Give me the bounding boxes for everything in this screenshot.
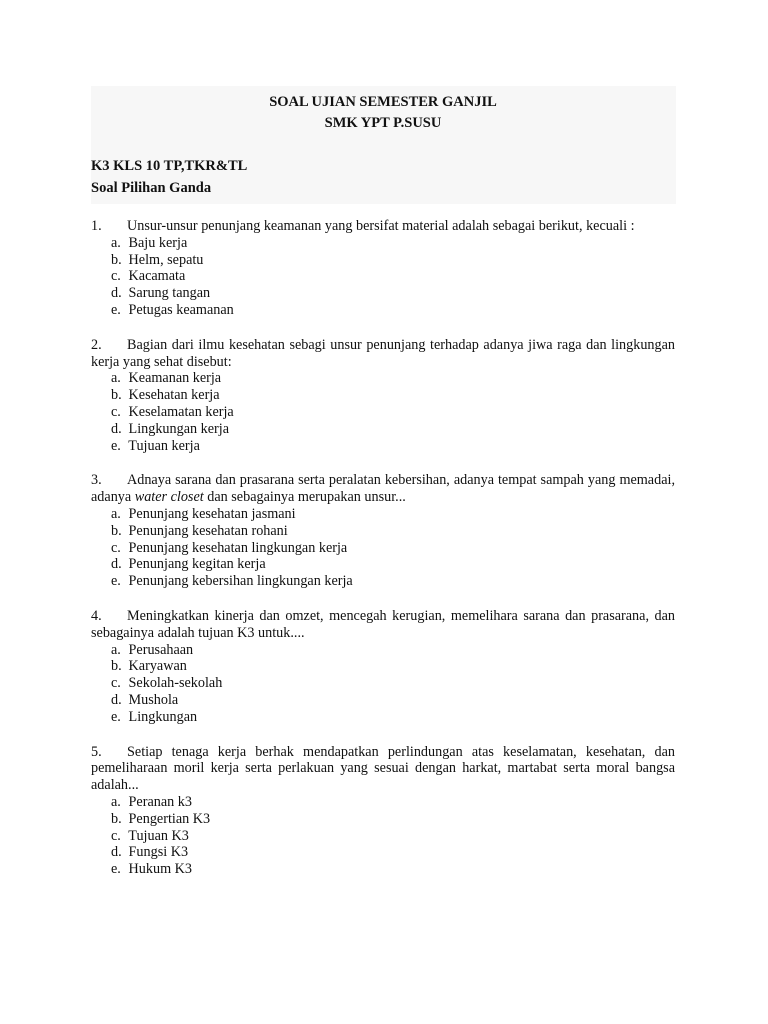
question-text xyxy=(91,472,675,506)
option-text: Baju kerja xyxy=(128,234,188,251)
option-text: Penunjang kesehatan lingkungan kerja xyxy=(128,539,348,556)
option-item xyxy=(111,438,675,455)
option-letter: a. xyxy=(111,370,121,387)
option-text: Kacamata xyxy=(128,268,186,285)
option-text: Lingkungan kerja xyxy=(128,420,230,437)
option-letter: c. xyxy=(111,827,121,844)
question-text xyxy=(91,744,675,794)
question-number: 2. xyxy=(91,336,102,353)
option-item xyxy=(111,844,675,861)
option-text: Sekolah-sekolah xyxy=(128,675,223,692)
option-item xyxy=(111,540,675,557)
option-item xyxy=(111,302,675,319)
option-letter: b. xyxy=(111,658,122,675)
question-body: Setiap tenaga kerja berhak mendapatkan perlindungan atas keselamatan, kesehatan, dan pemeliharaan moril kerja serta perlakuan yang sesuai dengan harkat, martabat serta moral bangsa adalah... xyxy=(91,743,675,794)
class-line: K3 KLS 10 TP,TKR&TL xyxy=(91,158,248,174)
option-text: Lingkungan xyxy=(128,708,198,725)
option-letter: b. xyxy=(111,810,122,827)
option-text: Mushola xyxy=(128,691,179,708)
section-line: Soal Pilihan Ganda xyxy=(91,180,212,196)
option-list xyxy=(91,235,675,319)
option-letter: c. xyxy=(111,268,121,285)
question-number: 3. xyxy=(91,472,102,489)
question-3 xyxy=(91,472,675,590)
option-letter: c. xyxy=(111,539,121,556)
option-letter: d. xyxy=(111,844,122,861)
option-letter: e. xyxy=(111,301,121,318)
option-text: Sarung tangan xyxy=(128,285,211,302)
question-body-start: Adnaya sarana dan prasarana serta peralatan kebersihan, adanya tempat sampah yang memadai, adanya xyxy=(91,472,675,506)
option-letter: a. xyxy=(111,505,121,522)
school-name: SMK YPT P.SUSU xyxy=(324,115,442,131)
question-number: 4. xyxy=(91,607,102,624)
option-text: Penunjang kebersihan lingkungan kerja xyxy=(128,573,353,590)
option-text: Peranan k3 xyxy=(128,793,192,810)
option-item xyxy=(111,370,675,387)
option-item xyxy=(111,556,675,573)
option-letter: c. xyxy=(111,675,121,692)
option-item xyxy=(111,285,675,302)
document-content xyxy=(91,92,675,878)
option-text: Penunjang kesehatan jasmani xyxy=(128,505,296,522)
option-text: Penunjang kegitan kerja xyxy=(128,556,266,573)
question-body: Unsur-unsur penunjang keamanan yang bersifat material adalah sebagai berikut, kecuali : xyxy=(127,218,635,234)
option-item xyxy=(111,794,675,811)
option-item xyxy=(111,675,675,692)
option-item xyxy=(111,421,675,438)
option-item xyxy=(111,828,675,845)
option-letter: b. xyxy=(111,251,122,268)
option-letter: d. xyxy=(111,691,122,708)
question-body: Meningkatkan kinerja dan omzet, mencegah kerugian, memelihara sarana dan prasarana, dan sebagainya adalah tujuan K3 untuk.... xyxy=(91,607,675,641)
option-text: Tujuan K3 xyxy=(128,827,189,844)
exam-title: SOAL UJIAN SEMESTER GANJIL xyxy=(269,94,497,110)
option-item xyxy=(111,573,675,590)
option-item xyxy=(111,523,675,540)
option-letter: a. xyxy=(111,793,121,810)
option-item xyxy=(111,506,675,523)
option-item xyxy=(111,387,675,404)
question-5 xyxy=(91,744,675,878)
option-list xyxy=(91,370,675,454)
question-4 xyxy=(91,608,675,726)
option-item xyxy=(111,235,675,252)
option-list xyxy=(91,506,675,590)
option-item xyxy=(111,692,675,709)
option-text: Petugas keamanan xyxy=(128,301,234,318)
question-2 xyxy=(91,337,675,455)
option-letter: a. xyxy=(111,641,121,658)
option-text: Hukum K3 xyxy=(128,861,192,878)
option-text: Fungsi K3 xyxy=(128,844,189,861)
question-text xyxy=(91,608,675,642)
option-letter: e. xyxy=(111,437,121,454)
option-letter: b. xyxy=(111,387,122,404)
exam-subinfo xyxy=(91,155,675,199)
option-list xyxy=(91,642,675,726)
option-letter: b. xyxy=(111,522,122,539)
option-item xyxy=(111,658,675,675)
option-item xyxy=(111,404,675,421)
option-text: Keselamatan kerja xyxy=(128,403,234,420)
option-item xyxy=(111,268,675,285)
question-text xyxy=(91,337,675,371)
option-letter: d. xyxy=(111,556,122,573)
question-body-italic: water closet xyxy=(134,489,204,506)
option-letter: d. xyxy=(111,285,122,302)
option-letter: a. xyxy=(111,234,121,251)
option-item xyxy=(111,709,675,726)
option-text: Perusahaan xyxy=(128,641,194,658)
option-letter: c. xyxy=(111,403,121,420)
question-body-end: dan sebagainya merupakan unsur... xyxy=(203,489,406,506)
question-1 xyxy=(91,218,675,319)
question-text xyxy=(91,218,675,235)
option-item xyxy=(111,861,675,878)
option-text: Karyawan xyxy=(128,658,187,675)
option-text: Pengertian K3 xyxy=(128,810,211,827)
question-number: 5. xyxy=(91,743,102,760)
option-text: Penunjang kesehatan rohani xyxy=(128,522,288,539)
option-list xyxy=(91,794,675,878)
option-text: Keamanan kerja xyxy=(128,370,222,387)
option-letter: e. xyxy=(111,573,121,590)
option-text: Tujuan kerja xyxy=(128,437,200,454)
option-item xyxy=(111,811,675,828)
question-body: Bagian dari ilmu kesehatan sebagi unsur penunjang terhadap adanya jiwa raga dan lingkungan kerja yang sehat disebut: xyxy=(91,336,675,370)
option-letter: e. xyxy=(111,708,121,725)
option-item xyxy=(111,252,675,269)
option-text: Helm, sepatu xyxy=(128,251,204,268)
option-letter: e. xyxy=(111,861,121,878)
question-number: 1. xyxy=(91,218,102,234)
option-text: Kesehatan kerja xyxy=(128,387,220,404)
option-letter: d. xyxy=(111,420,122,437)
option-item xyxy=(111,642,675,659)
